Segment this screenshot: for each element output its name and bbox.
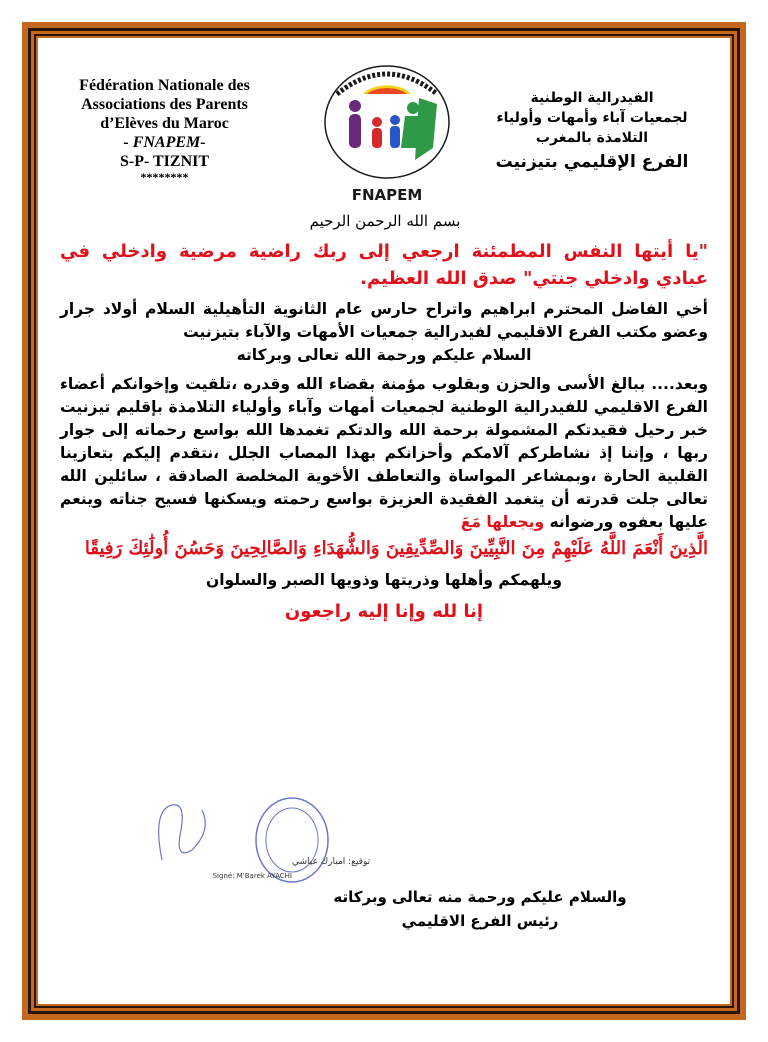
org-arabic-line1: الفيدرالية الوطنية xyxy=(530,90,654,106)
closing-inna-lillah: إنا لله وإنا إليه راجعون xyxy=(284,601,484,622)
closing-salam: والسلام عليكم ورحمة منه تعالى وبركاته xyxy=(333,888,627,906)
org-name-line1: Fédération Nationale des xyxy=(79,77,250,94)
letter-body xyxy=(60,238,708,625)
header-left-french xyxy=(62,76,267,183)
paragraph-addressee: أخي الفاضل المحترم ابراهيم واتراح حارس عام الثانوية التأهيلية السلام أولاد جرار وعضو مكتب الفرع الاقليمي لفيدرالية جمعيات الأمهات والآباء بتيزنيت xyxy=(60,300,708,341)
signature-latin: Signé: M'Barek AYACHI xyxy=(212,872,292,880)
header-right-arabic xyxy=(486,88,698,176)
org-name-line3: d’Elèves du Maroc xyxy=(100,115,229,132)
org-arabic-line2: لجمعيات آباء وأمهات وأولياء xyxy=(496,110,688,126)
condolence-red: ويجعلها مَعَ xyxy=(460,513,545,531)
signature-block xyxy=(290,888,670,930)
stars-divider: ******** xyxy=(140,170,189,184)
signature-stamp xyxy=(142,790,371,890)
org-arabic-line3: التلامذة بالمغرب xyxy=(535,130,649,146)
org-name-line2: Associations des Parents xyxy=(81,96,248,113)
greeting: السلام عليكم ورحمة الله تعالى وبركاته xyxy=(236,346,532,364)
closing-patience: ويلهمكم وأهلها وذريتها وذويها الصبر والسلوان xyxy=(206,571,562,589)
quran-quote: "يا أيتها النفس المطمئنة ارجعي إلى ربك راضية مرضية وادخلي في عبادي وادخلي جنتي" صدق الله العظيم. xyxy=(60,241,708,289)
branch-president: رئيس الفرع الاقليمي xyxy=(401,912,559,930)
signature-arabic: توقيع: امبارك عياشي xyxy=(292,857,371,867)
condolence-text: وبعد.... ببالغ الأسى والحزن وبقلوب مؤمنة بقضاء الله وقدره ،تلقيت وإخوانكم أعضاء الفرع الاقليمي للفيدرالية الوطنية لجمعيات أمهات وآباء وأولياء التلامذة بإقليم تيزنيت خبر رحيل فقيدتكم المشمولة برحمة الله والدتكم تغمدها الله بواسع رحماته إلى جوار ربها ، وإننا إذ نشاطركم آلامكم وأحزانكم بهذا المصاب الجلل ،نتقدم إليكم بتعازينا القلبية الحارة ،وبمشاعر المواساة والتعاطف الأخوية المخلصة الصادقة ، سائلين الله تعالى جلت قدرته أن يتغمد الفقيدة العزيزة بواسع رحمته ويسكنها فسيح جناته وينعم عليها بعفوه ورضوانه xyxy=(60,375,708,531)
org-arabic-branch: الفرع الإقليمي بتيزنيت xyxy=(495,152,689,172)
basmala: بسم الله الرحمن الرحيم xyxy=(309,212,461,230)
org-acronym: - FNAPEM- xyxy=(123,134,206,151)
paragraph-condolence xyxy=(60,373,708,534)
org-branch: S-P- TIZNIT xyxy=(119,153,210,170)
quran-verse: الَّذِينَ أَنْعَمَ اللَّهُ عَلَيْهِمْ مِنَ النَّبِيِّينَ وَالصِّدِّيقِينَ وَالشُّهَدَاءِ وَالصَّالِحِينَ وَحَسُنَ أُولَٰئِكَ رَفِيقًا xyxy=(84,538,708,559)
logo-text: FNAPEM xyxy=(351,186,423,204)
fnapem-logo xyxy=(307,60,467,210)
